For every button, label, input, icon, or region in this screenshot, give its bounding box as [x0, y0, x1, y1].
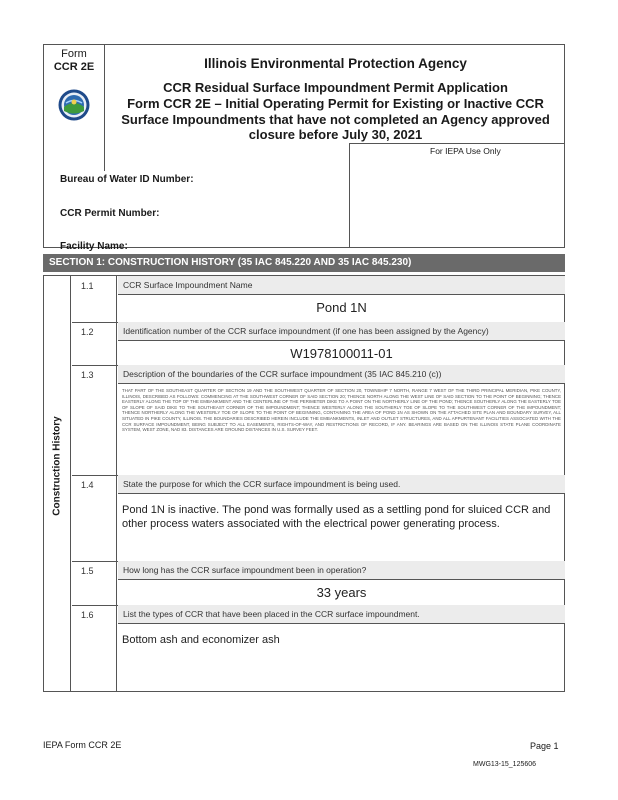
- row-number: 1.5: [72, 561, 117, 605]
- id-fields-box: [43, 146, 565, 252]
- iepa-use-column: [349, 143, 565, 247]
- application-title: CCR Residual Surface Impoundment Permit Application: [163, 80, 508, 95]
- document-id: MWG13-15_125606: [473, 761, 537, 768]
- construction-history-table: [43, 275, 565, 692]
- section-1-heading: SECTION 1: CONSTRUCTION HISTORY (35 IAC 845.220 AND 35 IAC 845.230): [43, 254, 565, 272]
- boundary-description-field[interactable]: THAT PART OF THE SOUTHEAST QUARTER OF SECTION 19 AND THE SOUTHWEST QUARTER OF SECTION 20, TOWNSHIP 7 NORTH, RANGE 7 WEST OF THE THIRD PRINCIPAL MERIDIAN, PIKE COUNTY, ILLINOIS, DESCRIBED AS FOLLOWS: COMMENCING AT THE SOUTHWEST CORNER OF SAID SECTION 20; THENCE NORTH ALONG THE WEST LINE OF SAID SECTION TO THE POINT OF BEGINNING; THENCE EASTERLY ALONG THE TOP OF THE EMBANKMENT AND THE CENTERLINE OF THE PERIMETER DIKE TO A POINT ON THE NORTHERLY LINE OF THE POND; THENCE SOUTHERLY ALONG THE EASTERLY TOE OF SLOPE OF SAID DIKE TO THE SOUTHEAST CORNER OF THE IMPOUNDMENT; THENCE WESTERLY ALONG THE SOUTHERLY TOE OF SLOPE TO THE SOUTHWEST CORNER OF THE IMPOUNDMENT; THENCE NORTHERLY ALONG THE WESTERLY TOE OF SLOPE TO THE POINT OF BEGINNING, CONTAINING THE AREA OF POND 1N AS SHOWN ON THE ATTACHED SITE PLAN AND BOUNDARY SURVEY, ALL SITUATED IN PIKE COUNTY, ILLINOIS. THE BOUNDARIES DESCRIBED HEREIN INCLUDE THE EMBANKMENTS, INLET AND OUTLET STRUCTURES, AND ALL APPURTENANT FACILITIES ASSOCIATED WITH THE CCR SURFACE IMPOUNDMENT, BEING SUBJECT TO ALL EASEMENTS, RIGHTS-OF-WAY, AND RESTRICTIONS OF RECORD, IF ANY. BEARINGS ARE BASED ON THE ILLINOIS STATE PLANE COORDINATE SYSTEM, WEST ZONE, NAD 83. DISTANCES ARE GROUND DISTANCES IN U.S. SURVEY FEET.: [122, 388, 561, 433]
- form-title: Form CCR 2E – Initial Operating Permit for Existing or Inactive CCR Surface Impoundments that have not completed an Agency approved closure before July 30, 2021: [121, 96, 550, 142]
- table-row: [72, 365, 565, 475]
- impoundment-name-field[interactable]: Pond 1N: [316, 300, 367, 315]
- construction-history-label: Construction History: [51, 416, 63, 516]
- form-code: CCR 2E: [53, 61, 95, 73]
- row-number: 1.3: [72, 365, 117, 475]
- row-question: Description of the boundaries of the CCR surface impoundment (35 IAC 845.210 (c)): [118, 365, 565, 384]
- table-row: [72, 475, 565, 561]
- purpose-field[interactable]: Pond 1N is inactive. The pond was formally used as a settling pond for sluiced CCR and other process waters associated with the electrical power generating process.: [122, 504, 551, 530]
- row-question: Identification number of the CCR surface impoundment (if one has been assigned by the Agency): [118, 322, 565, 341]
- row-number: 1.2: [72, 322, 117, 365]
- form-label: Form: [61, 48, 87, 60]
- row-number: 1.4: [72, 475, 117, 561]
- iepa-use-label: For IEPA Use Only: [430, 146, 501, 156]
- table-row: [72, 561, 565, 605]
- agency-name: Illinois Environmental Protection Agency: [204, 56, 467, 71]
- row-question: State the purpose for which the CCR surface impoundment is being used.: [118, 475, 565, 494]
- identification-number-field[interactable]: W1978100011-01: [290, 346, 393, 361]
- ccr-types-field[interactable]: Bottom ash and economizer ash: [122, 634, 280, 646]
- row-question: How long has the CCR surface impoundment been in operation?: [118, 561, 565, 580]
- title-block: [106, 55, 565, 143]
- table-row: [72, 605, 565, 691]
- facility-name-label: Facility Name:: [60, 241, 128, 252]
- iepa-seal-icon: [58, 89, 90, 121]
- side-label-column: [44, 276, 71, 691]
- row-question: CCR Surface Impoundment Name: [118, 276, 565, 295]
- table-row: [72, 276, 565, 322]
- operation-duration-field[interactable]: 33 years: [316, 585, 367, 600]
- permit-number-label: CCR Permit Number:: [60, 208, 160, 219]
- row-number: 1.6: [72, 605, 117, 691]
- table-row: [72, 322, 565, 365]
- form-id-box: [44, 45, 105, 171]
- bureau-id-label: Bureau of Water ID Number:: [60, 174, 194, 185]
- footer-form-name: IEPA Form CCR 2E: [43, 740, 122, 750]
- row-question: List the types of CCR that have been placed in the CCR surface impoundment.: [118, 605, 565, 624]
- row-number: 1.1: [72, 276, 117, 322]
- page-number: Page 1: [530, 741, 559, 751]
